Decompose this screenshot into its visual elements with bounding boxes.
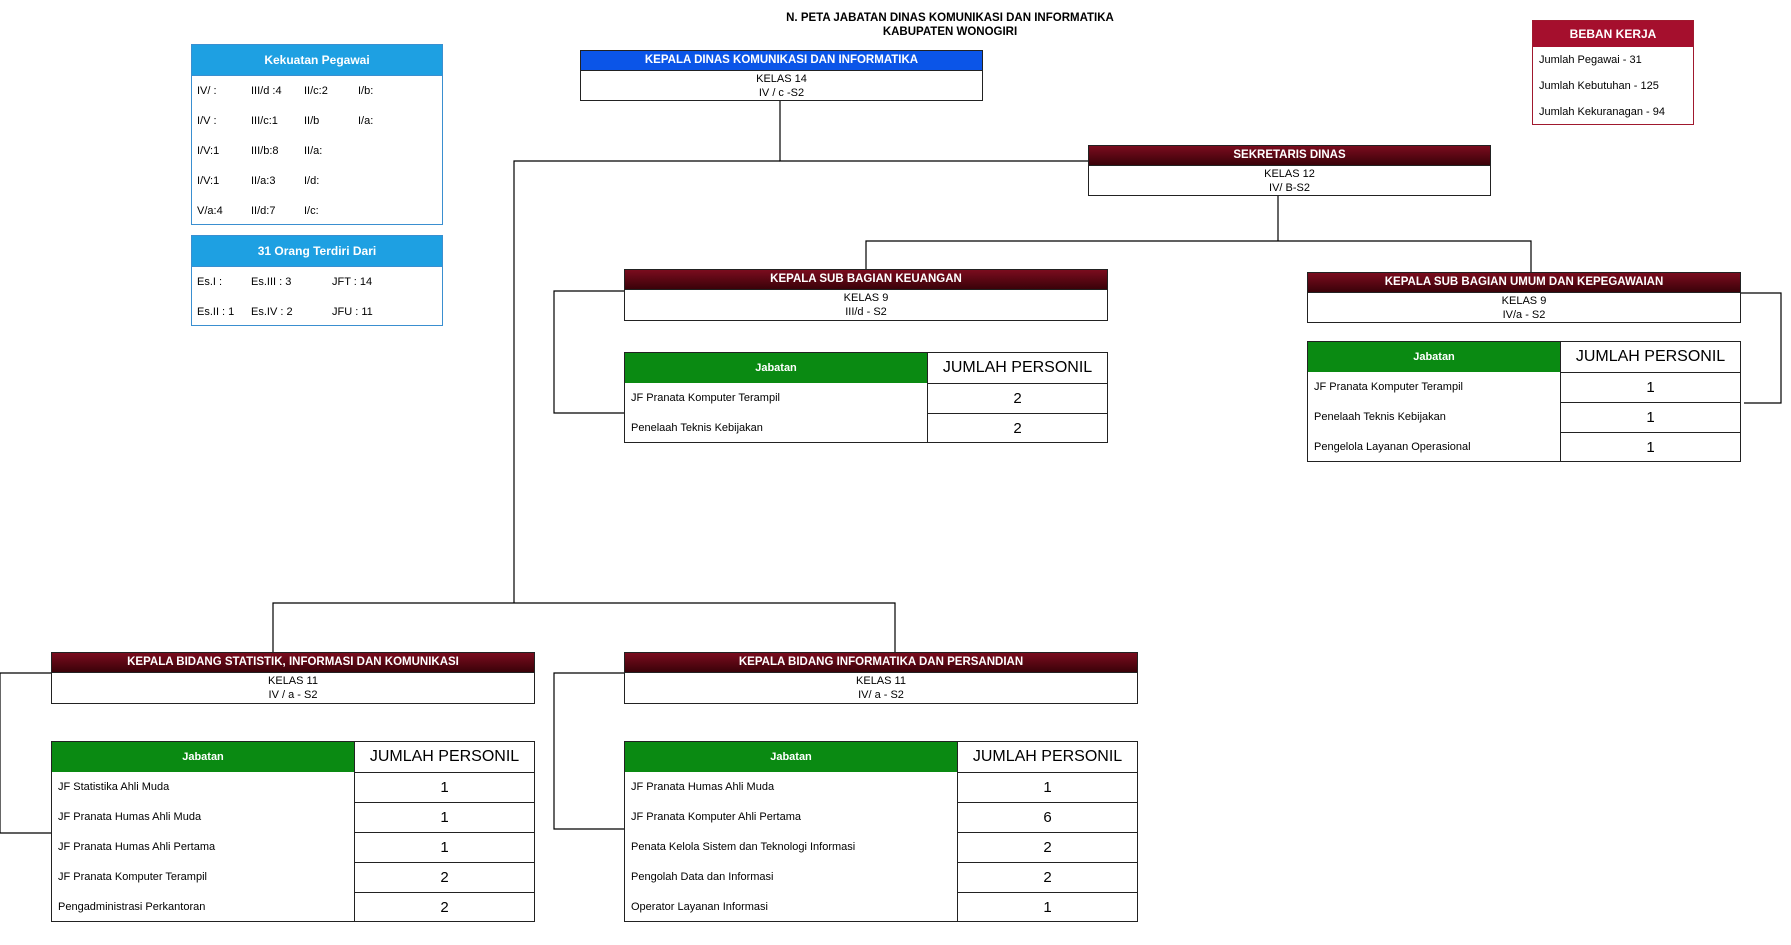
jumlah-personil: 1 [1560,402,1740,432]
beban-kerja-row: Jumlah Kekuranagan - 94 [1539,106,1665,118]
table-header [625,742,1137,772]
jumlah-personil: 1 [354,802,534,832]
jabatan-name: JF Pranata Humas Ahli Muda [58,811,202,823]
jabatan-name: JF Pranata Humas Ahli Pertama [58,841,216,853]
bracket-statistik [0,673,51,833]
jabatan-name: Penelaah Teknis Kebijakan [1314,411,1446,423]
terdiri-cell: Es.III : 3 [251,276,292,288]
umum-title: KEPALA SUB BAGIAN UMUM DAN KEPEGAWAIAN [1308,273,1740,293]
terdiri-dari-box [191,235,443,326]
terdiri-cell: Es.II : 1 [197,306,235,318]
statistik-jabatan-table [51,741,535,922]
terdiri-cell: JFU : 11 [332,306,373,318]
kekuatan-cell: III/b:8 [251,145,279,157]
beban-kerja-row: Jumlah Pegawai - 31 [1539,54,1642,66]
informatika-box [624,652,1138,704]
informatika-kelas: KELAS 11 [856,675,906,687]
jumlah-personil: 2 [957,862,1137,892]
bracket-keuangan [554,291,624,413]
statistik-title: KEPALA BIDANG STATISTIK, INFORMASI DAN KOMUNIKASI [52,653,534,673]
umum-kelas: KELAS 9 [1501,295,1547,307]
table-row [625,832,1137,862]
kekuatan-cell: I/a: [358,115,374,127]
table-row [625,862,1137,892]
informatika-golongan: IV/ a - S2 [858,689,904,701]
jabatan-name: Operator Layanan Informasi [631,901,768,913]
jumlah-personil-header: JUMLAH PERSONIL [927,353,1107,383]
jumlah-personil: 2 [927,383,1107,413]
keuangan-box [624,269,1108,321]
jabatan-name: JF Pranata Komputer Terampil [631,392,780,404]
jabatan-name: JF Pranata Humas Ahli Muda [631,781,775,793]
jabatan-name: JF Pranata Komputer Terampil [1314,381,1463,393]
table-header [625,353,1107,383]
jumlah-personil: 1 [1560,432,1740,462]
kekuatan-cell: III/d :4 [251,85,282,97]
title-line-2: KABUPATEN WONOGIRI [882,26,1018,38]
title-line-1: N. PETA JABATAN DINAS KOMUNIKASI DAN INFORMATIKA [786,12,1114,24]
table-row [1308,432,1740,462]
terdiri-dari-title: 31 Orang Terdiri Dari [192,236,442,267]
umum-box [1307,272,1741,323]
jabatan-name: JF Pranata Komputer Ahli Pertama [631,811,801,823]
terdiri-cell: Es.I : [197,276,223,288]
beban-kerja-title: BEBAN KERJA [1533,21,1693,47]
connector-subbag-bar [866,241,1531,272]
kekuatan-cell: II/d:7 [251,205,276,217]
jabatan-name: Penelaah Teknis Kebijakan [631,422,763,434]
informatika-title: KEPALA BIDANG INFORMATIKA DAN PERSANDIAN [625,653,1137,673]
kekuatan-cell: IV/ : [197,85,217,97]
connector-kepala-dinas [780,101,1088,161]
kekuatan-pegawai-grid [192,76,442,226]
jabatan-name: Pengadministrasi Perkantoran [58,901,206,913]
jumlah-personil: 2 [927,413,1107,443]
kekuatan-cell: I/c: [304,205,319,217]
statistik-kelas: KELAS 11 [268,675,318,687]
jumlah-personil: 1 [1560,372,1740,402]
kepala-dinas-title: KEPALA DINAS KOMUNIKASI DAN INFORMATIKA [581,51,982,71]
terdiri-cell: JFT : 14 [332,276,373,288]
jumlah-personil: 1 [354,772,534,802]
table-row [1308,402,1740,432]
jabatan-header: Jabatan [1308,342,1560,372]
umum-golongan: IV/a - S2 [1502,309,1546,321]
kekuatan-cell: I/b: [358,85,374,97]
connector-bidang-bar [273,603,895,652]
terdiri-cell: Es.IV : 2 [251,306,293,318]
beban-kerja-box [1532,20,1694,125]
keuangan-jabatan-table [624,352,1108,443]
kepala-dinas-box [580,50,983,101]
jabatan-header: Jabatan [625,353,927,383]
sekretaris-kelas: KELAS 12 [1264,168,1315,180]
jumlah-personil-header: JUMLAH PERSONIL [957,742,1137,772]
kekuatan-cell: V/a:4 [197,205,223,217]
sekretaris-box [1088,145,1491,196]
jumlah-personil: 1 [354,832,534,862]
kekuatan-cell: III/c:1 [251,115,278,127]
table-row [625,802,1137,832]
jumlah-personil: 2 [354,892,534,922]
table-row [1308,372,1740,402]
table-row [52,802,534,832]
kekuatan-cell: II/a:3 [251,175,276,187]
kekuatan-cell: I/V:1 [197,145,220,157]
bracket-umum [1741,293,1781,403]
jumlah-personil-header: JUMLAH PERSONIL [354,742,534,772]
jabatan-name: Pengolah Data dan Informasi [631,871,774,883]
jabatan-name: Penata Kelola Sistem dan Teknologi Informasi [631,841,856,853]
kepala-dinas-kelas: KELAS 14 [756,73,807,85]
table-row [52,892,534,922]
terdiri-dari-grid [192,267,442,327]
statistik-golongan: IV / a - S2 [268,689,318,701]
informatika-jabatan-table [624,741,1138,922]
jabatan-header: Jabatan [625,742,957,772]
jumlah-personil: 1 [957,772,1137,802]
beban-kerja-row: Jumlah Kebutuhan - 125 [1539,80,1659,92]
table-row [52,832,534,862]
sekretaris-golongan: IV/ B-S2 [1269,182,1310,194]
jumlah-personil-header: JUMLAH PERSONIL [1560,342,1740,372]
page-title [640,11,1260,39]
keuangan-title: KEPALA SUB BAGIAN KEUANGAN [625,270,1107,290]
jumlah-personil: 2 [354,862,534,892]
kekuatan-cell: I/d: [304,175,320,187]
table-row [625,413,1107,443]
jumlah-personil: 6 [957,802,1137,832]
jumlah-personil: 2 [957,832,1137,862]
kepala-dinas-golongan: IV / c -S2 [758,87,805,99]
jabatan-header: Jabatan [52,742,354,772]
table-header [1308,342,1740,372]
table-row [625,892,1137,922]
jumlah-personil: 1 [957,892,1137,922]
table-row [52,772,534,802]
table-row [52,862,534,892]
bracket-informatika [554,673,624,829]
kekuatan-cell: I/V : [197,115,217,127]
kekuatan-pegawai-box [191,44,443,225]
jabatan-name: Pengelola Layanan Operasional [1314,441,1471,453]
kekuatan-pegawai-title: Kekuatan Pegawai [192,45,442,76]
statistik-box [51,652,535,704]
sekretaris-title: SEKRETARIS DINAS [1089,146,1490,166]
umum-jabatan-table [1307,341,1741,462]
jabatan-name: JF Pranata Komputer Terampil [58,871,207,883]
keuangan-golongan: III/d - S2 [845,306,887,318]
table-row [625,383,1107,413]
table-row [625,772,1137,802]
kekuatan-cell: II/c:2 [304,85,328,97]
kekuatan-cell: II/a: [304,145,323,157]
kekuatan-cell: I/V:1 [197,175,220,187]
keuangan-kelas: KELAS 9 [843,292,889,304]
table-header [52,742,534,772]
kekuatan-cell: II/b [304,115,320,127]
jabatan-name: JF Statistika Ahli Muda [58,781,170,793]
